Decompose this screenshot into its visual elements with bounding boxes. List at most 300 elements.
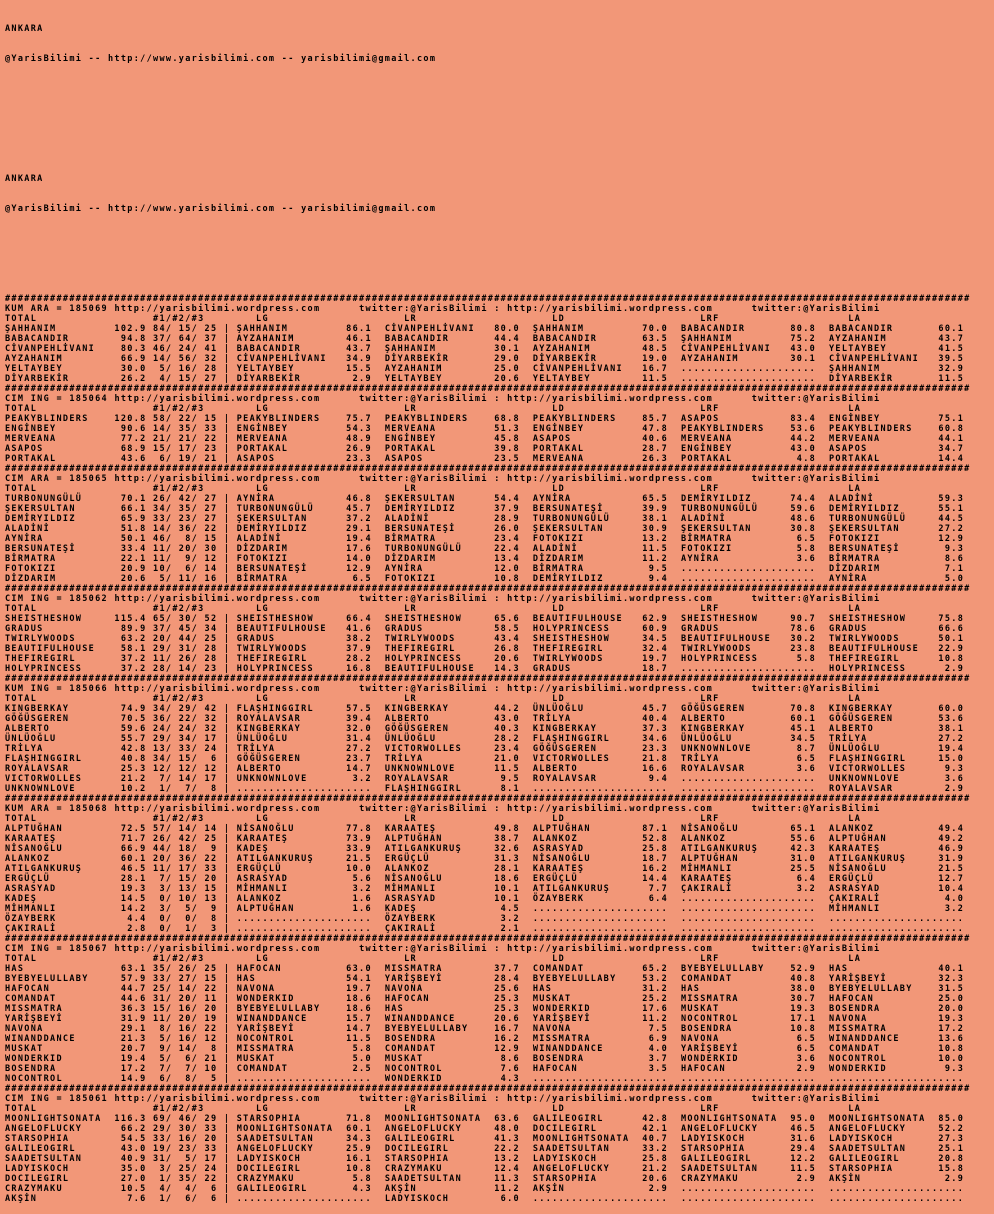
table-row	[5, 874, 994, 884]
total-name: SHEISTHESHOW	[5, 614, 108, 624]
lr-entry: ALBERTO 43.0	[384, 714, 533, 724]
total-places: 5/ 16/ 28	[146, 364, 218, 374]
lg-entry: ANGELOFLUCKY 25.9	[236, 1144, 385, 1154]
lr-entry: GALILEOGIRL 41.3	[384, 1134, 533, 1144]
la-entry: CİVANPEHLİVANI 39.5	[829, 354, 965, 364]
total-name: ÇAKIRALİ	[5, 924, 108, 934]
lg-entry: BEAUTIFULHOUSE 41.6	[236, 624, 385, 634]
lg-entry: THEFIREGIRL 28.2	[236, 654, 385, 664]
total-places: 46/ 24/ 41	[146, 344, 218, 354]
lr-entry: WINANDDANCE 20.6	[384, 1014, 533, 1024]
total-places: 1/ 35/ 22	[146, 1174, 218, 1184]
table-row	[5, 914, 994, 924]
lg-entry: DİYARBEKİR 2.9	[236, 374, 385, 384]
wordpress-url: http://yarisbilimi.wordpress.com	[114, 394, 321, 404]
total-name: GRADUS	[5, 624, 108, 634]
spacer	[320, 474, 359, 484]
table-row	[5, 974, 994, 984]
table-row	[5, 574, 994, 584]
lr-entry: HOLYPRINCESS 20.6	[384, 654, 533, 664]
total-name: KADEŞ	[5, 894, 108, 904]
race-section	[5, 584, 994, 674]
lg-entry: ROYALAVSAR 39.4	[236, 714, 385, 724]
la-entry: ŞAHHANIM 32.9	[829, 364, 965, 374]
total-places: 15/ 17/ 23	[146, 444, 218, 454]
total-places: 14/ 36/ 22	[146, 524, 218, 534]
section-header	[5, 944, 994, 954]
total-score: 21.3	[108, 1034, 147, 1044]
la-entry: ŞEKERSULTAN 27.2	[829, 524, 965, 534]
column-divider: |	[217, 724, 237, 734]
spacer	[320, 1094, 359, 1104]
lrf-entry: YARİŞBEYİ 6.5	[680, 1044, 829, 1054]
total-score: 77.2	[108, 434, 147, 444]
lg-entry: NAVONA 19.7	[236, 984, 385, 994]
lg-entry: SHEISTHESHOW 66.4	[236, 614, 385, 624]
total-name: ASAPOS	[5, 444, 108, 454]
page-title-repeat: ANKARA	[5, 174, 44, 184]
ld-entry: FOTOKIZI 13.2	[532, 534, 681, 544]
total-score: 66.9	[108, 354, 147, 364]
ld-entry: KINGBERKAY 37.3	[532, 724, 681, 734]
column-divider: |	[217, 1064, 237, 1074]
lr-entry: ÜNLÜOĞLU 28.2	[384, 734, 533, 744]
la-entry: .....................	[829, 1194, 965, 1204]
column-divider: |	[217, 424, 237, 434]
total-places: 3/ 5/ 9	[146, 904, 218, 914]
column-divider: |	[217, 1054, 237, 1064]
lr-entry: ERGÜÇLÜ 31.3	[384, 854, 533, 864]
lr-entry: SHEISTHESHOW 65.6	[384, 614, 533, 624]
total-name: NAVONA	[5, 1024, 108, 1034]
twitter-handle-repeat: twitter:@YarisBilimi	[751, 804, 881, 814]
blank-line	[5, 144, 994, 154]
lr-entry: ATILGANKURUŞ 32.6	[384, 844, 533, 854]
total-score: 66.1	[108, 504, 147, 514]
column-divider: |	[217, 1194, 237, 1204]
total-name: ASRASYAD	[5, 884, 108, 894]
total-places: 11/ 17/ 33	[146, 864, 218, 874]
total-score: 40.9	[108, 1154, 147, 1164]
ld-entry: HOLYPRINCESS 60.9	[532, 624, 681, 634]
column-divider: |	[217, 744, 237, 754]
column-divider: |	[217, 1044, 237, 1054]
la-entry: ERGÜÇLÜ 12.7	[829, 874, 965, 884]
column-divider: |	[217, 1114, 237, 1124]
total-name: VICTORWOLLES	[5, 774, 108, 784]
la-entry: .....................	[829, 1074, 965, 1084]
total-places: 0/ 10/ 13	[146, 894, 218, 904]
la-entry: ÜNLÜOĞLU 19.4	[829, 744, 965, 754]
total-name: ERGÜÇLÜ	[5, 874, 108, 884]
lrf-entry: MOONLIGHTSONATA 95.0	[680, 1114, 829, 1124]
table-row	[5, 434, 994, 444]
total-places: 44/ 18/ 9	[146, 844, 218, 854]
table-row	[5, 1034, 994, 1044]
table-row	[5, 964, 994, 974]
column-divider: |	[217, 444, 237, 454]
table-row	[5, 454, 994, 464]
total-score: 54.5	[108, 1134, 147, 1144]
total-places: 11/ 20/ 19	[146, 1014, 218, 1024]
lrf-entry: SAADETSULTAN 11.5	[680, 1164, 829, 1174]
spacer	[320, 304, 359, 314]
total-score: 37.2	[108, 664, 147, 674]
lrf-entry: KINGBERKAY 45.1	[680, 724, 829, 734]
column-divider: |	[217, 514, 237, 524]
spacer: :	[487, 594, 508, 604]
total-places: 7/ 15/ 20	[146, 874, 218, 884]
total-name: NİSANOĞLU	[5, 844, 108, 854]
total-name: GÖĞÜSGEREN	[5, 714, 108, 724]
lrf-entry: .....................	[680, 374, 829, 384]
total-name: DOCILEGIRL	[5, 1174, 108, 1184]
total-name: ALANKOZ	[5, 854, 108, 864]
la-entry: COMANDAT 10.8	[829, 1044, 965, 1054]
wordpress-url-repeat: http://yarisbilimi.wordpress.com	[507, 804, 714, 814]
table-row	[5, 924, 994, 934]
total-score: 116.3	[108, 1114, 147, 1124]
total-score: 19.3	[108, 884, 147, 894]
total-score: 35.0	[108, 1164, 147, 1174]
la-entry: GÖĞÜSGEREN 53.6	[829, 714, 965, 724]
spacer	[713, 804, 752, 814]
table-row	[5, 1194, 994, 1204]
column-divider: |	[217, 994, 237, 1004]
lr-entry: KINGBERKAY 44.2	[384, 704, 533, 714]
total-score: 21.2	[108, 774, 147, 784]
lg-entry: ASRASYAD 5.6	[236, 874, 385, 884]
lr-entry: TURBONUNGÜLÜ 22.4	[384, 544, 533, 554]
total-score: 26.2	[108, 374, 147, 384]
ld-entry: AYZAHANIM 48.5	[532, 344, 681, 354]
lr-entry: COMANDAT 12.9	[384, 1044, 533, 1054]
total-score: 66.9	[108, 844, 147, 854]
column-divider: |	[217, 1024, 237, 1034]
table-row	[5, 984, 994, 994]
total-places: 5/ 11/ 16	[146, 574, 218, 584]
lrf-entry: ATILGANKURUŞ 42.3	[680, 844, 829, 854]
table-row	[5, 644, 994, 654]
lg-entry: BERSUNATEŞİ 12.9	[236, 564, 385, 574]
total-score: 33.4	[108, 544, 147, 554]
lrf-entry: .....................	[680, 564, 829, 574]
ld-entry: MISSMATRA 6.9	[532, 1034, 681, 1044]
lrf-entry: ALANKOZ 55.6	[680, 834, 829, 844]
lrf-entry: .....................	[680, 1194, 829, 1204]
ld-entry: BERSUNATEŞİ 39.9	[532, 504, 681, 514]
la-entry: ASRASYAD 10.4	[829, 884, 965, 894]
table-row	[5, 844, 994, 854]
column-divider: |	[217, 844, 237, 854]
lr-entry: BABACANDIR 44.4	[384, 334, 533, 344]
column-divider: |	[217, 1014, 237, 1024]
lr-entry: KARAATEŞ 49.8	[384, 824, 533, 834]
section-label: KUM ING = 185066	[5, 684, 115, 694]
total-places: 36/ 22/ 32	[146, 714, 218, 724]
spacer	[713, 594, 752, 604]
total-places: 31/ 20/ 11	[146, 994, 218, 1004]
lrf-entry: LADYISKOCH 31.6	[680, 1134, 829, 1144]
la-entry: GALILEOGIRL 20.8	[829, 1154, 965, 1164]
total-name: BİRMATRA	[5, 554, 108, 564]
total-score: 94.8	[108, 334, 147, 344]
wordpress-url: http://yarisbilimi.wordpress.com	[114, 804, 321, 814]
lr-entry: PORTAKAL 39.8	[384, 444, 533, 454]
lr-entry: NAVONA 25.6	[384, 984, 533, 994]
lg-entry: MERVEANA 48.9	[236, 434, 385, 444]
twitter-handle-repeat: twitter:@YarisBilimi	[751, 594, 881, 604]
lr-entry: BEAUTIFULHOUSE 14.3	[384, 664, 533, 674]
lg-entry: BABACANDIR 43.7	[236, 344, 385, 354]
lg-entry: DEMİRYILDIZ 29.1	[236, 524, 385, 534]
column-divider: |	[217, 324, 237, 334]
lr-entry: STARSOPHIA 13.2	[384, 1154, 533, 1164]
table-row	[5, 774, 994, 784]
total-name: AYNİRA	[5, 534, 108, 544]
lg-entry: BİRMATRA 6.5	[236, 574, 385, 584]
lg-entry: NİSANOĞLU 77.8	[236, 824, 385, 834]
column-divider: |	[217, 974, 237, 984]
total-score: 57.9	[108, 974, 147, 984]
table-row	[5, 564, 994, 574]
spacer: :	[487, 944, 508, 954]
ld-entry: ŞEKERSULTAN 30.9	[532, 524, 681, 534]
lr-entry: UNKNOWNLOVE 11.5	[384, 764, 533, 774]
column-header-row: TOTAL #1/#2/#3 LG LR LD LRF LA	[5, 954, 971, 964]
lg-entry: STARSOPHIA 71.8	[236, 1114, 385, 1124]
lrf-entry: TURBONUNGÜLÜ 59.6	[680, 504, 829, 514]
table-row	[5, 614, 994, 624]
table-row	[5, 784, 994, 794]
lg-entry: WONDERKID 18.6	[236, 994, 385, 1004]
table-row	[5, 884, 994, 894]
column-header-row: TOTAL #1/#2/#3 LG LR LD LRF LA	[5, 314, 971, 324]
la-entry: HAFOCAN 25.0	[829, 994, 965, 1004]
ld-entry: BABACANDIR 63.5	[532, 334, 681, 344]
twitter-handle: twitter:@YarisBilimi	[359, 684, 488, 694]
lrf-entry: HAFOCAN 2.9	[680, 1064, 829, 1074]
total-score: 44.7	[108, 984, 147, 994]
ld-entry: .....................	[532, 904, 681, 914]
lrf-entry: .....................	[680, 364, 829, 374]
table-row	[5, 894, 994, 904]
total-places: 26/ 42/ 25	[146, 834, 218, 844]
lg-entry: HAS 54.1	[236, 974, 385, 984]
total-places: 6/ 19/ 21	[146, 454, 218, 464]
lg-entry: UNKNOWNLOVE 3.2	[236, 774, 385, 784]
la-entry: AYNİRA 5.0	[829, 574, 965, 584]
lr-entry: GÖĞÜSGEREN 40.3	[384, 724, 533, 734]
lrf-entry: BOSENDRA 10.8	[680, 1024, 829, 1034]
lr-entry: ENGİNBEY 45.8	[384, 434, 533, 444]
la-entry: MISSMATRA 17.2	[829, 1024, 965, 1034]
total-name: PORTAKAL	[5, 454, 108, 464]
lg-entry: ALANKOZ 1.6	[236, 894, 385, 904]
lrf-entry: ALPTUĞHAN 31.0	[680, 854, 829, 864]
table-row	[5, 1164, 994, 1174]
table-row	[5, 1074, 994, 1084]
contact-line-repeat: @YarisBilimi -- http://www.yarisbilimi.com -- yarisbilimi@gmail.com	[5, 204, 437, 214]
table-row	[5, 554, 994, 564]
column-divider: |	[217, 634, 237, 644]
lr-entry: AYZAHANIM 25.0	[384, 364, 533, 374]
total-name: BOSENDRA	[5, 1064, 108, 1074]
spacer	[320, 944, 359, 954]
lr-entry: BERSUNATEŞİ 26.0	[384, 524, 533, 534]
total-score: 7.6	[108, 1194, 147, 1204]
total-score: 43.0	[108, 1144, 147, 1154]
ld-entry: DOCILEGIRL 42.1	[532, 1124, 681, 1134]
ld-entry: DİZDARIM 11.2	[532, 554, 681, 564]
lrf-entry: DEMİRYILDIZ 74.4	[680, 494, 829, 504]
spacer	[713, 304, 752, 314]
column-divider: |	[217, 494, 237, 504]
total-name: MISSMATRA	[5, 1004, 108, 1014]
la-entry: FLAŞHINGGIRL 15.0	[829, 754, 965, 764]
lg-entry: FOTOKIZI 14.0	[236, 554, 385, 564]
lrf-entry: .....................	[680, 1074, 829, 1084]
la-entry: NAVONA 19.3	[829, 1014, 965, 1024]
total-places: 4/ 15/ 27	[146, 374, 218, 384]
table-row	[5, 854, 994, 864]
lrf-entry: MISSMATRA 30.7	[680, 994, 829, 1004]
section-header	[5, 1094, 994, 1104]
la-entry: ROYALAVSAR 2.9	[829, 784, 965, 794]
lr-entry: THEFIREGIRL 26.8	[384, 644, 533, 654]
lr-entry: ALANKOZ 28.1	[384, 864, 533, 874]
lrf-entry: NİSANOĞLU 65.1	[680, 824, 829, 834]
lg-entry: .....................	[236, 1074, 385, 1084]
total-places: 29/ 30/ 33	[146, 1124, 218, 1134]
total-places: 65/ 30/ 52	[146, 614, 218, 624]
race-section	[5, 934, 994, 1084]
total-name: TWIRLYWOODS	[5, 634, 108, 644]
lrf-entry: TWIRLYWOODS 23.8	[680, 644, 829, 654]
total-score: 27.0	[108, 1174, 147, 1184]
wordpress-url-repeat: http://yarisbilimi.wordpress.com	[507, 474, 714, 484]
section-label: CIM ING = 185061	[5, 1094, 115, 1104]
total-score: 120.8	[108, 414, 147, 424]
total-places: 33/ 23/ 27	[146, 514, 218, 524]
la-entry: MERVEANA 44.1	[829, 434, 965, 444]
total-name: ANGELOFLUCKY	[5, 1124, 108, 1134]
total-score: 44.6	[108, 994, 147, 1004]
lrf-entry: ÇAKIRALİ 3.2	[680, 884, 829, 894]
ld-entry: SAADETSULTAN 33.2	[532, 1144, 681, 1154]
table-row	[5, 334, 994, 344]
lr-entry: YELTAYBEY 20.6	[384, 374, 533, 384]
spacer	[320, 394, 359, 404]
column-divider: |	[217, 644, 237, 654]
lr-entry: PEAKYBLINDERS 68.8	[384, 414, 533, 424]
column-divider: |	[217, 504, 237, 514]
total-places: 0/ 1/ 3	[146, 924, 218, 934]
total-score: 40.8	[108, 754, 147, 764]
table-row	[5, 1174, 994, 1184]
la-entry: UNKNOWNLOVE 3.6	[829, 774, 965, 784]
separator-line: ######################################################################################################################################################	[5, 674, 971, 684]
total-name: ŞEKERSULTAN	[5, 504, 108, 514]
la-entry: VICTORWOLLES 9.3	[829, 764, 965, 774]
lr-entry: MİHMANLI 10.1	[384, 884, 533, 894]
lg-entry: LADYISKOCH 16.1	[236, 1154, 385, 1164]
total-places: 5/ 6/ 21	[146, 1054, 218, 1064]
spacer	[713, 944, 752, 954]
total-places: 7/ 7/ 10	[146, 1064, 218, 1074]
page-title: ANKARA	[5, 24, 44, 34]
la-entry: HOLYPRINCESS 2.9	[829, 664, 965, 674]
total-name: FOTOKIZI	[5, 564, 108, 574]
total-name: ROYALAVSAR	[5, 764, 108, 774]
ld-entry: GALILEOGIRL 42.8	[532, 1114, 681, 1124]
lg-entry: ERGÜÇLÜ 10.0	[236, 864, 385, 874]
lg-entry: .....................	[236, 914, 385, 924]
total-places: 58/ 22/ 15	[146, 414, 218, 424]
total-name: BYEBYELULLABY	[5, 974, 108, 984]
total-name: CRAZYMAKU	[5, 1184, 108, 1194]
lr-entry: BYEBYELULLABY 16.7	[384, 1024, 533, 1034]
twitter-handle: twitter:@YarisBilimi	[359, 944, 488, 954]
ld-entry: HAFOCAN 3.5	[532, 1064, 681, 1074]
section-header	[5, 474, 994, 484]
twitter-handle-repeat: twitter:@YarisBilimi	[751, 684, 881, 694]
column-header-row: TOTAL #1/#2/#3 LG LR LD LRF LA	[5, 404, 971, 414]
lg-entry: SAADETSULTAN 34.3	[236, 1134, 385, 1144]
lr-entry: ANGELOFLUCKY 48.0	[384, 1124, 533, 1134]
column-divider: |	[217, 824, 237, 834]
ld-entry: .....................	[532, 1074, 681, 1084]
lg-entry: TRİLYA 27.2	[236, 744, 385, 754]
lr-entry: MERVEANA 51.3	[384, 424, 533, 434]
ld-entry: STARSOPHIA 20.6	[532, 1174, 681, 1184]
total-places: 46/ 8/ 15	[146, 534, 218, 544]
table-row	[5, 414, 994, 424]
ld-entry: WINANDDANCE 4.0	[532, 1044, 681, 1054]
total-score: 115.4	[108, 614, 147, 624]
ld-entry: .....................	[532, 1194, 681, 1204]
total-places: 29/ 34/ 17	[146, 734, 218, 744]
column-divider: |	[217, 754, 237, 764]
la-entry: .....................	[829, 1184, 965, 1194]
lrf-entry: BEAUTIFULHOUSE 30.2	[680, 634, 829, 644]
spacer	[713, 684, 752, 694]
lrf-entry: ANGELOFLUCKY 46.5	[680, 1124, 829, 1134]
lr-entry: CİVANPEHLİVANI 80.0	[384, 324, 533, 334]
total-places: 57/ 14/ 14	[146, 824, 218, 834]
la-entry: DİZDARIM 7.1	[829, 564, 965, 574]
table-row	[5, 824, 994, 834]
total-score: 14.9	[108, 1074, 147, 1084]
total-score: 10.2	[108, 784, 147, 794]
lrf-entry: GALILEOGIRL 12.2	[680, 1154, 829, 1164]
la-entry: ALANKOZ 49.4	[829, 824, 965, 834]
total-places: 0/ 0/ 8	[146, 914, 218, 924]
total-places: 25/ 14/ 22	[146, 984, 218, 994]
total-score: 28.1	[108, 874, 147, 884]
column-divider: |	[217, 1134, 237, 1144]
total-places: 29/ 31/ 28	[146, 644, 218, 654]
column-divider: |	[217, 1144, 237, 1154]
total-places: 1/ 7/ 8	[146, 784, 218, 794]
lrf-entry: CRAZYMAKU 2.9	[680, 1174, 829, 1184]
total-places: 11/ 26/ 28	[146, 654, 218, 664]
la-entry: TURBONUNGÜLÜ 44.5	[829, 514, 965, 524]
lr-entry: NİSANOĞLU 18.6	[384, 874, 533, 884]
total-places: 14/ 56/ 32	[146, 354, 218, 364]
la-entry: STARSOPHIA 15.8	[829, 1164, 965, 1174]
total-name: ENGİNBEY	[5, 424, 108, 434]
